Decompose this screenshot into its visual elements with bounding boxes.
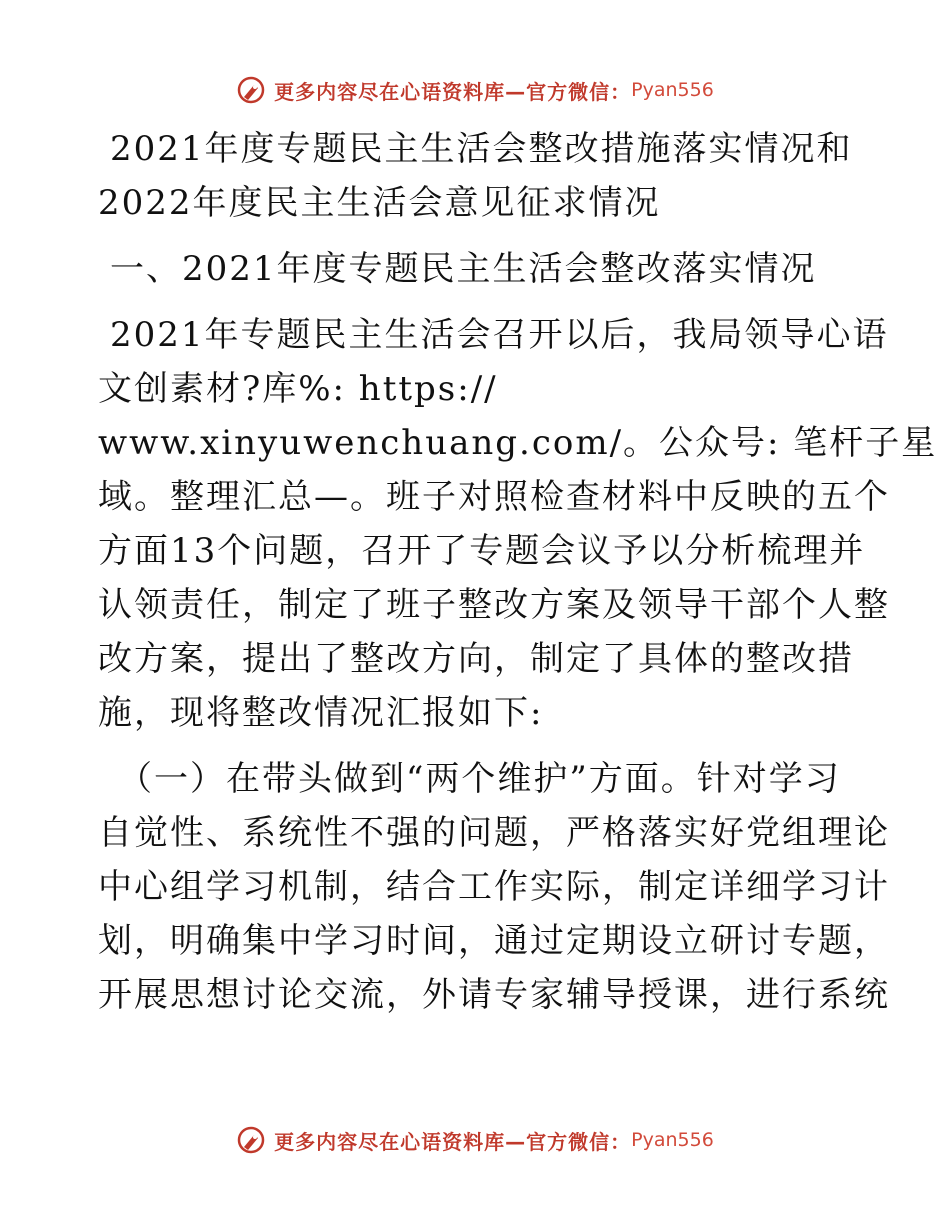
pen-nib-logo-icon (236, 1125, 266, 1155)
paragraph-line: 中心组学习机制，结合工作实际，制定详细学习计 (98, 867, 890, 907)
banner-wechat-id: Pyan556 (631, 79, 714, 101)
header-watermark-banner (0, 70, 950, 110)
document-title-line-1: 2021年度专题民主生活会整改措施落实情况和 (110, 129, 853, 169)
paragraph-line: 施，现将整改情况汇报如下: (98, 693, 544, 733)
paragraph-line: 域。整理汇总—。班子对照检查材料中反映的五个 (98, 477, 890, 517)
document-title-line-2: 2022年度民主生活会意见征求情况 (98, 183, 661, 223)
paragraph-line: （一）在带头做到“两个维护”方面。针对学习 (118, 759, 841, 799)
paragraph-line: 改方案，提出了整改方向，制定了具体的整改措 (98, 639, 854, 679)
banner-wechat-id: Pyan556 (631, 1129, 714, 1151)
paragraph-line: 文创素材?库%: https:// (98, 369, 498, 409)
paragraph-line: 划，明确集中学习时间，通过定期设立研讨专题， (98, 921, 890, 961)
paragraph-line: 自觉性、系统性不强的问题，严格落实好党组理论 (98, 813, 890, 853)
footer-watermark-banner (0, 1120, 950, 1160)
paragraph-line: 2021年专题民主生活会召开以后，我局领导心语 (110, 315, 889, 355)
banner-text: 更多内容尽在心语资料库—官方微信： (274, 1129, 632, 1154)
section-heading: 一、2021年度专题民主生活会整改落实情况 (110, 249, 817, 289)
paragraph-line: 开展思想讨论交流，外请专家辅导授课，进行系统 (98, 975, 890, 1015)
pen-nib-logo-icon (236, 75, 266, 105)
paragraph-line: 方面13个问题，召开了专题会议予以分析梳理并 (98, 531, 866, 571)
document-body (98, 122, 938, 1022)
paragraph-2 (98, 752, 890, 1022)
paragraph-1 (98, 308, 938, 740)
paragraph-line: 认领责任，制定了班子整改方案及领导干部个人整 (98, 585, 890, 625)
paragraph-line: www.xinyuwenchuang.com/。公众号: 笔杆子星 (98, 423, 938, 463)
banner-text: 更多内容尽在心语资料库—官方微信： (274, 79, 632, 104)
